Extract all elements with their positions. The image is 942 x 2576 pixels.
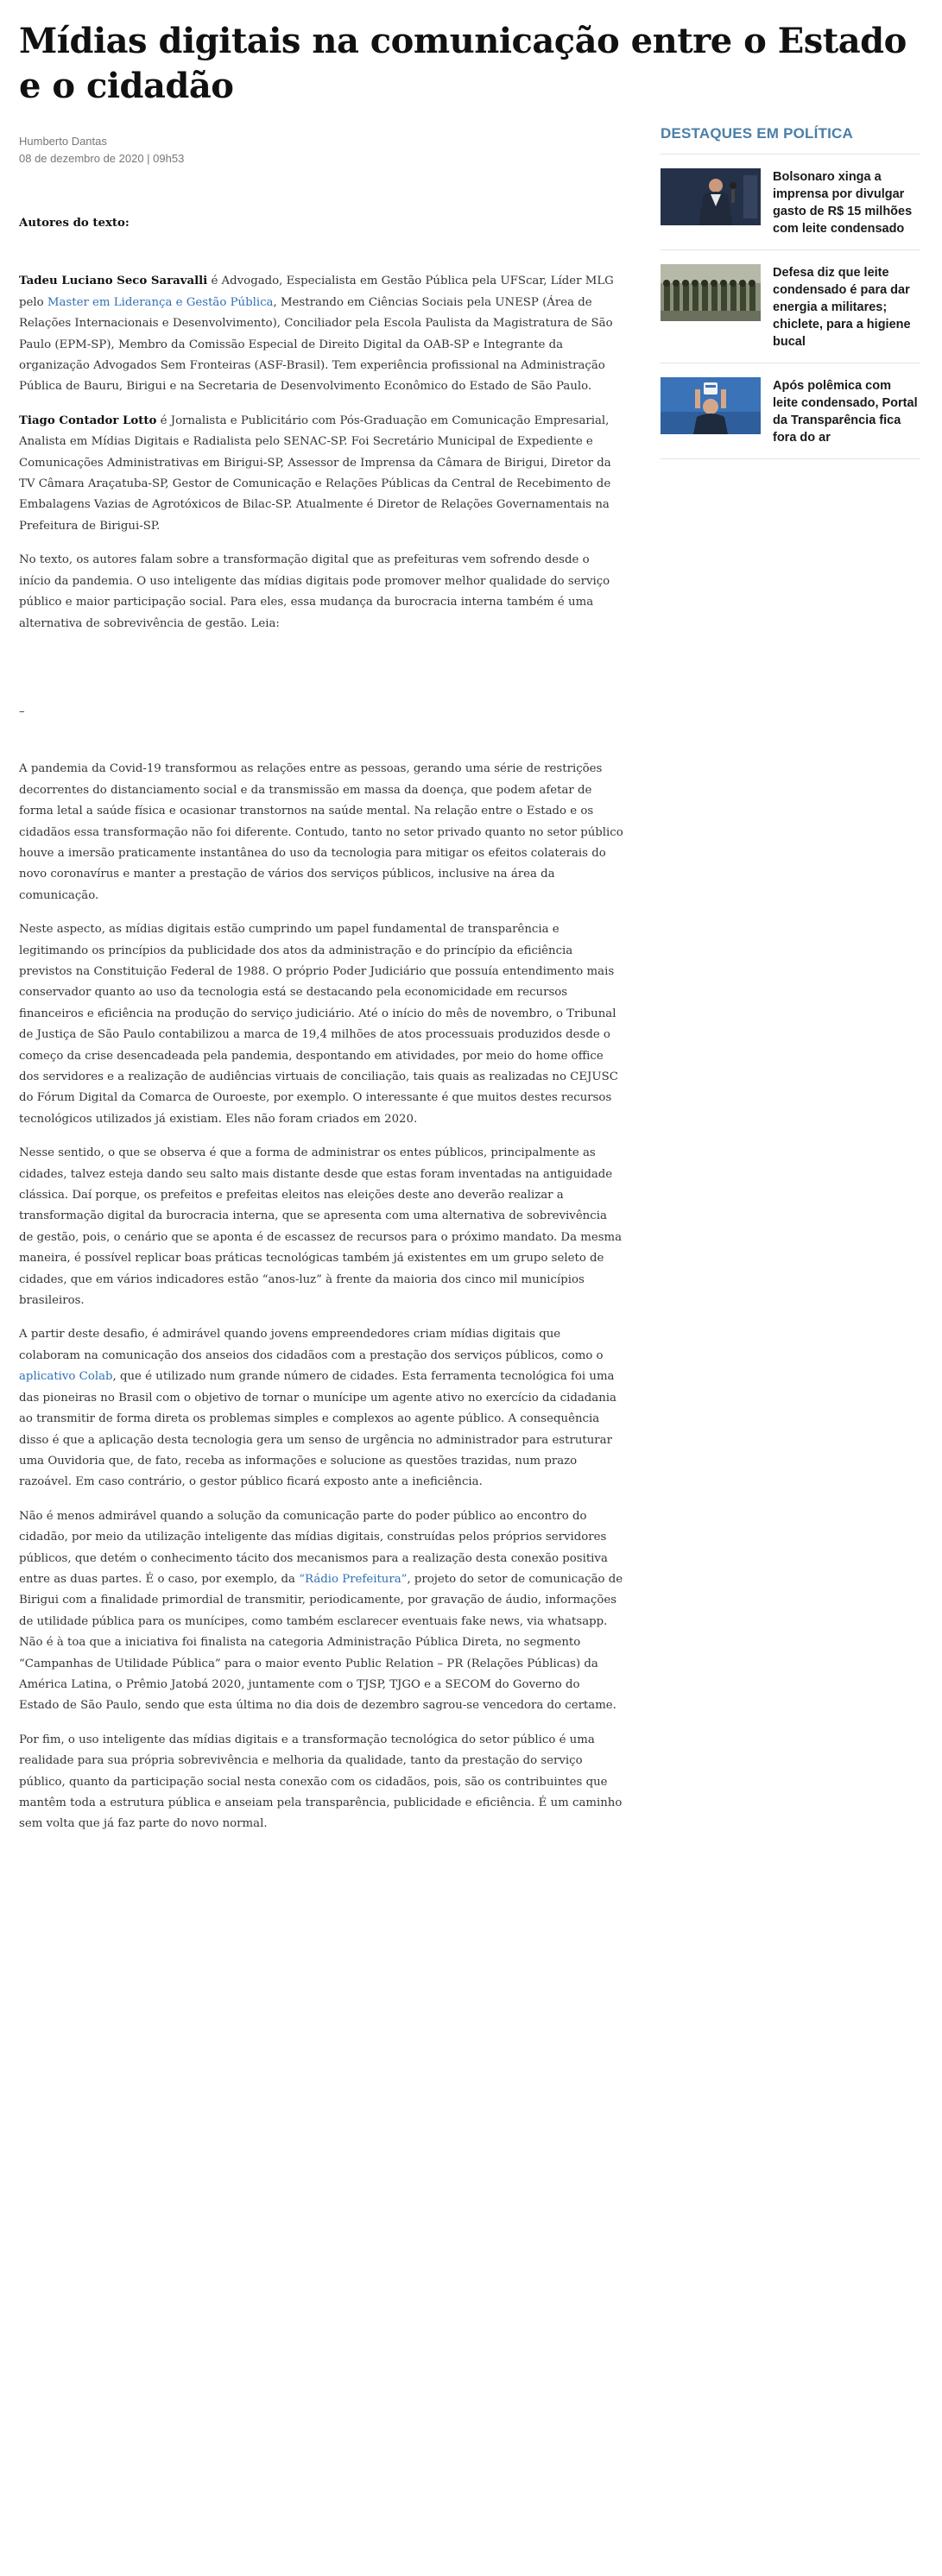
author-bio-tiago: Tiago Contador Lotto é Jornalista e Publicitário com Pós-Graduação em Comunicação Empresarial, Analista em Mídias Digitais e Radialista pelo SENAC-SP. Foi Secretário Municipal de Expediente e Comunicações Administrativas em Birigui-SP, Assessor de Imprensa da Câmara de Birigui, Diretor da TV Câmara Araçatuba-SP, Gestor de Comunicação e Relações Públicas da Central de Recebimento de Embalagens Vazias de Agrotóxicos de Bilac-SP. Atualmente é Diretor de Relações Governamentais na Prefeitura de Birigui-SP. — [19, 414, 611, 533]
radio-prefeitura-link[interactable]: “Rádio Prefeitura” — [299, 1572, 408, 1586]
sidebar-heading: DESTAQUES EM POLÍTICA — [661, 124, 920, 155]
paragraph-conclusao: Por fim, o uso inteligente das mídias digitais e a transformação tecnológica do setor público é uma realidade para sua própria sobrevivência e melhoria da qualidade, tanto da prestação do serviço público, quanto da participação social nesta conexão com os cidadãos, pois, são os contribuintes que mantêm toda a estrutura pública e anseiam pela transparência, publicidade e eficiência. É um caminho sem volta que já faz parte do novo normal. — [19, 1733, 623, 1831]
paragraph-radio-prefeitura: Não é menos admirável quando a solução da comunicação parte do poder público ao encontro do cidadão, por meio da utilização inteligente das mídias digitais, construídas pelos próprios servidores públicos, que detém o conhecimento tácito dos mecanismos para a realização desta conexão positiva entre as duas partes. É o caso, por exemplo, da “Rádio Prefeitura”, projeto do setor de comunicação de Birigui com a finalidade primordial de transmitir, periodicamente, por gravação de áudio, informações de utilidade pública para os munícipes, como também esclarecer eventuais fake news, via whatsapp. Não é à toa que a iniciativa foi finalista na categoria Administração Pública Direta, no segmento “Campanhas de Utilidade Pública” para o maior evento Public Relation – PR (Relações Públicas) da América Latina, o Prêmio Jatobá 2020, juntamente com o TJSP, TJGO e a SECOM do Governo do Estado de São Paulo, sendo que esta última no dia dois de dezembro sagrou-se vencedora do certame. — [19, 1509, 623, 1713]
article-lead: No texto, os autores falam sobre a transformação digital que as prefeituras vem sofrendo desde o início da pandemia. O uso inteligente das mídias digitais pode promover melhor qualidade do serviço público e maior participação social. Para eles, essa mudança da burocracia interna também é uma alternativa de sobrevivência de gestão. Leia: — [19, 553, 610, 630]
paragraph-pandemia: A pandemia da Covid-19 transformou as relações entre as pessoas, gerando uma série de restrições decorrentes do distanciamento social e da transmissão em massa da doença, que podem afetar de forma letal a saúde física e ocasionar transtornos na saúde mental. Na relação entre o Estado e os cidadãos essa transformação não foi diferente. Contudo, tanto no setor privado quanto no setor público houve a imersão praticamente instantânea do uso da tecnologia para mitigar os efeitos colaterais do novo coronavírus e manter a prestação de vários dos serviços públicos, inclusive na área da comunicação. — [19, 762, 623, 902]
sidebar-destaques — [661, 124, 920, 459]
article-title: Mídias digitais na comunicação entre o Estado e o cidadão — [19, 21, 907, 106]
author-bio-tadeu: Tadeu Luciano Seco Saravalli é Advogado, Especialista em Gestão Pública pela UFScar, Líder MLG pelo Master em Liderança e Gestão Pública, Mestrando em Ciências Sociais pela UNESP (Área de Relações Internacionais e Desenvolvimento), Conciliador pela Escola Paulista da Magistratura de São Paulo (EPM-SP), Membro da Comissão Especial de Direito Digital da OAB-SP e Integrante da organização Advogados Sem Fronteiras (ASF-Brasil). Tem experiência profissional na Administração Pública de Bauru, Birigui e na Secretaria de Desenvolvimento Econômico do Estado de São Paulo. — [19, 275, 614, 394]
paragraph-midias-digitais: Neste aspecto, as mídias digitais estão cumprindo um papel fundamental de transparência e legitimando os princípios da publicidade dos atos da administração e do princípio da eficiência previstos na Constituição Federal de 1988. O próprio Poder Judiciário que possuía entendimento mais conservador quanto ao uso da tecnologia está se destacando pela economicidade em recursos financeiros e eficiência na produção do serviço judiciário. Até o início do mês de novembro, o Tribunal de Justiça de São Paulo contabilizou a marca de 19,4 milhões de atos processuais produzidos desde o começo da crise desencadeada pela pandemia, despontando em atividades, por meio do home office dos servidores e a realização de audiências virtuais de conciliação, tais quais as realizadas no CEJUSC do Fórum Digital da Comarca de Ouroeste, por exemplo. O interessante é que muitos destes recursos tecnológicos utilizados já existiam. Eles não foram criados em 2020. — [19, 923, 618, 1126]
news-thumbnail-bolsonaro — [661, 168, 761, 225]
aplicativo-colab-link[interactable]: aplicativo Colab — [19, 1370, 113, 1384]
author-name-tiago: Tiago Contador Lotto — [19, 414, 157, 427]
sidebar-news-item[interactable] — [661, 155, 920, 250]
news-thumbnail-leite-condensado — [661, 377, 761, 434]
sidebar-news-item[interactable] — [661, 363, 920, 459]
paragraph-colab: A partir deste desafio, é admirável quando jovens empreendedores criam mídias digitais que colaboram na comunicação dos anseios dos cidadãos com a prestação dos serviços públicos, como o aplicativo Colab, que é utilizado num grande número de cidades. Esta ferramenta tecnológica foi uma das pioneiras no Brasil com o objetivo de tornar o munícipe um agente ativo no exercício da cidadania ao transmitir de forma direta os problemas simples e complexos ao agente público. A consequência disso é que a aplicação desta tecnologia gera um senso de urgência no administrador para estruturar uma Ouvidoria que, de fato, receba as informações e solucione as questões trazidas, num prazo razoável. Em caso contrário, o gestor público ficará exposto ante a ineficiência. — [19, 1328, 616, 1489]
publish-date: 08 de dezembro de 2020 | 09h53 — [19, 152, 185, 165]
master-lideranca-link[interactable]: Master em Liderança e Gestão Pública — [47, 295, 274, 309]
authors-label: Autores do texto: — [19, 217, 130, 230]
separator-dash: – — [19, 704, 25, 718]
news-thumbnail-militares — [661, 264, 761, 321]
article-body — [19, 213, 623, 1848]
news-title: Bolsonaro xinga a imprensa por divulgar gasto de R$ 15 milhões com leite condensado — [773, 170, 913, 236]
author-name: Humberto Dantas — [19, 135, 107, 148]
article-meta — [19, 133, 184, 167]
paragraph-nesse-sentido: Nesse sentido, o que se observa é que a forma de administrar os entes públicos, principalmente as cidades, talvez esteja dando seu salto mais distante desde que estas foram inventadas na antiguidade clássica. Daí porque, os prefeitos e prefeitas eleitos nas eleições deste ano deverão realizar a transformação digital da burocracia interna, que se apresenta com uma alternativa de sobrevivência de gestão, pois, o cenário que se aponta é de escassez de recursos para o próximo mandato. Da mesma maneira, é possível replicar boas práticas tecnológicas também já existentes em um grupo seleto de cidades, que em vários indicadores estão “anos-luz” à frente da maioria dos cinco mil municípios brasileiros. — [19, 1146, 623, 1308]
news-title: Defesa diz que leite condensado é para dar energia a militares; chiclete, para a higiene bucal — [773, 266, 911, 349]
news-title: Após polêmica com leite condensado, Portal da Transparência fica fora do ar — [773, 379, 918, 445]
author-name-tadeu: Tadeu Luciano Seco Saravalli — [19, 275, 208, 288]
sidebar-news-item[interactable] — [661, 250, 920, 363]
